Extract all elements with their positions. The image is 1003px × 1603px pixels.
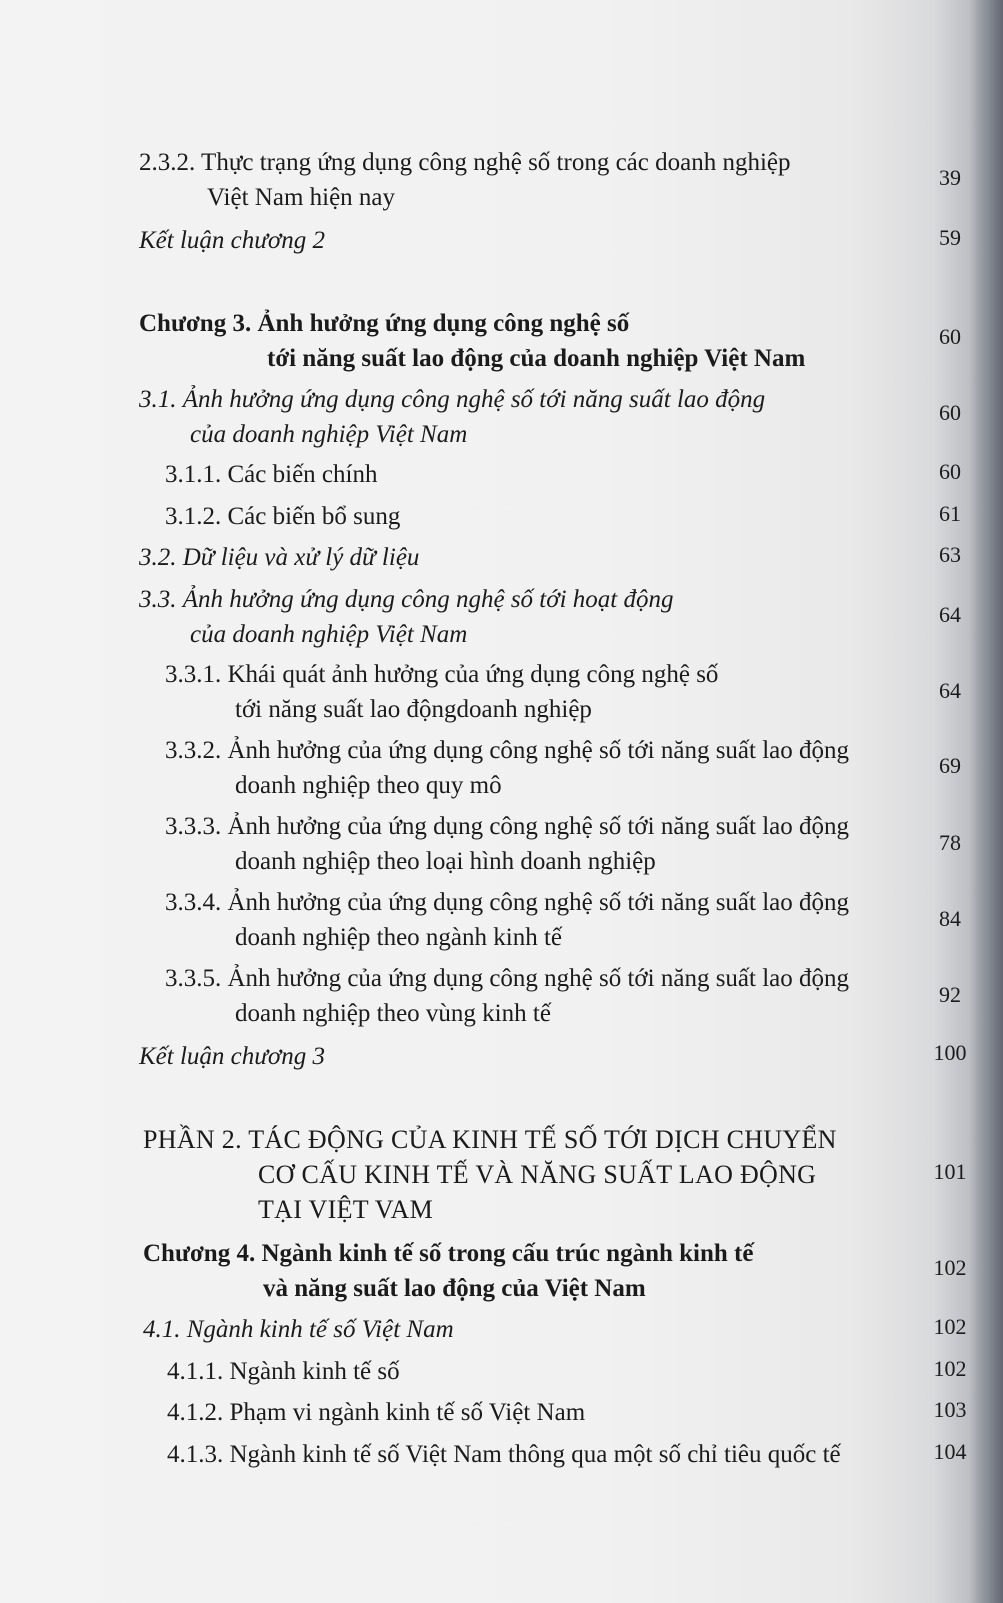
toc-page-number: 63 [939,542,961,567]
toc-page-number: 64 [939,602,961,627]
toc-entry-title-line: 3.1.2. Các biến bổ sung [165,503,401,530]
toc-entry-title-line: doanh nghiệp theo vùng kinh tế [235,1000,551,1027]
toc-entry-title-line: 3.3.4. Ảnh hưởng của ứng dụng công nghệ số tới năng suất lao động [165,889,850,916]
toc-page-number: 59 [939,225,961,250]
toc-page-number: 69 [939,753,961,778]
toc-entry-title-line: 3.1.1. Các biến chính [165,461,378,488]
toc-entry-title-line: 4.1. Ngành kinh tế số Việt Nam [143,1316,454,1343]
toc-entry-title-line: Việt Nam hiện nay [207,184,396,211]
toc-entry-title-line: CƠ CẤU KINH TẾ VÀ NĂNG SUẤT LAO ĐỘNG [258,1160,817,1189]
toc-page-number: 102 [933,1314,967,1339]
toc-entry-title-line: 4.1.1. Ngành kinh tế số [167,1358,400,1385]
toc-page-number: 64 [939,678,961,703]
toc-page-number: 103 [933,1397,967,1422]
toc-entry-title-line: Chương 4. Ngành kinh tế số trong cấu trúc ngành kinh tế [143,1240,754,1267]
toc-entry-title-line: 3.3.3. Ảnh hưởng của ứng dụng công nghệ số tới năng suất lao động [165,813,850,840]
toc-page-number: 60 [939,400,961,425]
toc-page-number: 60 [939,459,961,484]
toc-entry-title-line: tới năng suất lao độngdoanh nghiệp [235,696,592,723]
toc-page-number: 39 [939,165,961,190]
toc-entry-title-line: doanh nghiệp theo ngành kinh tế [235,924,563,951]
toc-page-number: 104 [933,1439,967,1464]
toc-entry-title-line: của doanh nghiệp Việt Nam [190,421,468,448]
toc-entry-title-line: 3.1. Ảnh hưởng ứng dụng công nghệ số tới năng suất lao động [139,386,766,413]
page-edge-shadow [969,0,1003,1603]
toc-entry-title-line: và năng suất lao động của Việt Nam [263,1275,646,1302]
toc-entry-title-line: Chương 3. Ảnh hưởng ứng dụng công nghệ số [139,310,630,337]
toc-entry-title-line: 3.3.2. Ảnh hưởng của ứng dụng công nghệ số tới năng suất lao động [165,737,850,764]
toc-page-number: 84 [939,906,961,931]
toc-entry-title-line: 3.3.5. Ảnh hưởng của ứng dụng công nghệ số tới năng suất lao động [165,965,850,992]
toc-entry-title-line: doanh nghiệp theo loại hình doanh nghiệp [235,848,656,875]
toc-entry-title-line: 4.1.2. Phạm vi ngành kinh tế số Việt Nam [167,1399,586,1426]
toc-entry-title-line: 3.3. Ảnh hưởng ứng dụng công nghệ số tới hoạt động [139,586,674,613]
toc-entry-title-line: 3.2. Dữ liệu và xử lý dữ liệu [139,544,420,571]
toc-entry-title-line: 4.1.3. Ngành kinh tế số Việt Nam thông qua một số chỉ tiêu quốc tế [167,1441,841,1468]
toc-page-number: 102 [933,1255,967,1280]
toc-page-number: 100 [933,1040,967,1065]
toc-page-number: 101 [933,1159,967,1184]
toc-entry-title-line: Kết luận chương 3 [139,1043,325,1070]
toc-page-number: 61 [939,501,961,526]
toc-entry-title-line: doanh nghiệp theo quy mô [235,772,502,799]
toc-page-number: 60 [939,324,961,349]
toc-entry-title-line: TẠI VIỆT VAM [258,1195,434,1224]
toc-entry-title-line: Kết luận chương 2 [139,227,325,254]
toc-page-number: 78 [939,830,961,855]
toc-page-number: 92 [939,982,961,1007]
toc-entry-title-line: của doanh nghiệp Việt Nam [190,621,468,648]
toc-entry-title-line: tới năng suất lao động của doanh nghiệp Việt Nam [267,345,806,372]
toc-entry-title-line: 2.3.2. Thực trạng ứng dụng công nghệ số trong các doanh nghiệp [139,149,791,176]
toc-entry-title-line: PHẦN 2. TÁC ĐỘNG CỦA KINH TẾ SỐ TỚI DỊCH CHUYỂN [143,1125,837,1154]
toc-page-number: 102 [933,1356,967,1381]
toc-entry-title-line: 3.3.1. Khái quát ảnh hưởng của ứng dụng công nghệ số [165,661,719,688]
